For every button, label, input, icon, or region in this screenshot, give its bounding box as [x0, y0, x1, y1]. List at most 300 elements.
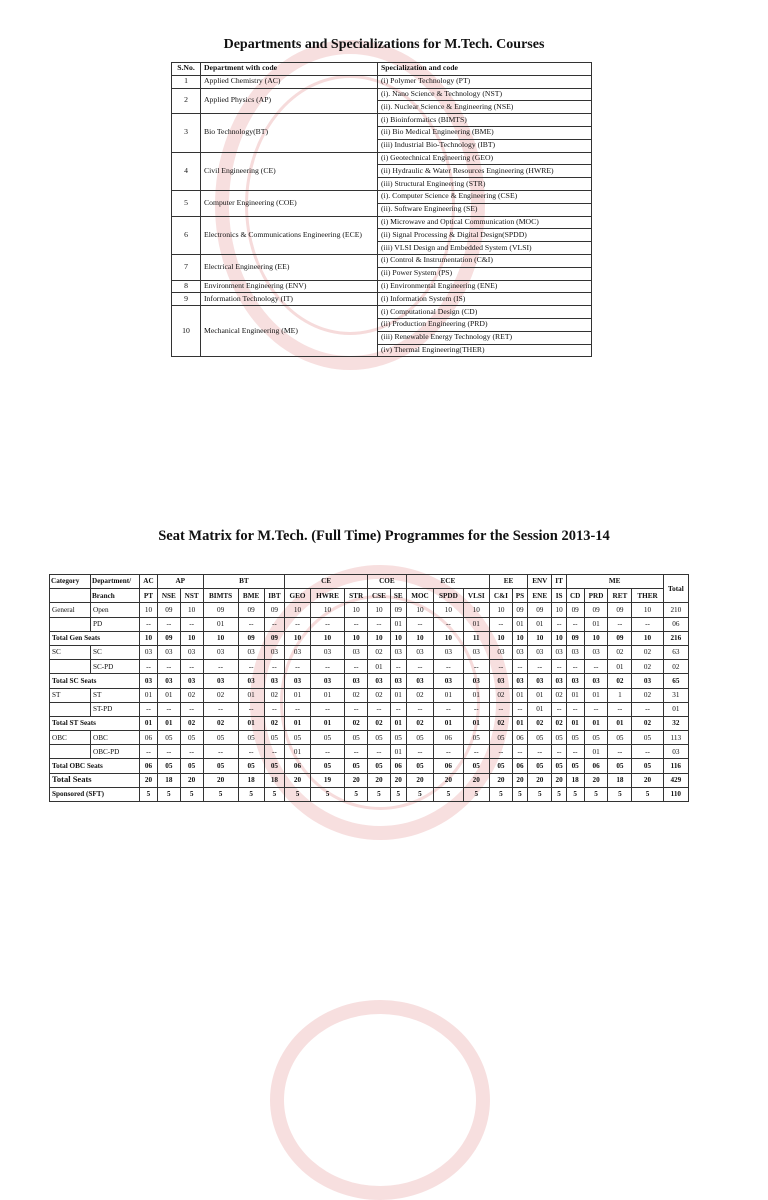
department-row — [172, 190, 592, 203]
department-sno: 3 — [172, 114, 201, 152]
header-dept-group: ENV — [528, 575, 552, 589]
specialization-cell: (iv) Thermal Engineering(THER) — [378, 344, 592, 357]
seat-cell: 10 — [310, 603, 345, 617]
seat-cell: 02 — [406, 688, 434, 702]
seat-cell: -- — [528, 745, 552, 759]
row-branch: ST-PD — [91, 702, 140, 716]
seat-cell: -- — [632, 617, 663, 631]
seat-header-row-branches — [50, 589, 689, 603]
department-name: Bio Technology(BT) — [201, 114, 378, 152]
seat-cell: 10 — [490, 603, 513, 617]
seat-cell: 10 — [345, 603, 368, 617]
header-category: Category — [50, 575, 91, 589]
seat-cell: 5 — [157, 787, 180, 801]
seat-cell: 03 — [584, 645, 608, 659]
seat-cell: 03 — [406, 674, 434, 688]
seat-cell: 1 — [608, 688, 632, 702]
seat-cell: -- — [406, 660, 434, 674]
seat-cell: 06 — [512, 731, 527, 745]
seat-cell: -- — [238, 660, 264, 674]
seat-cell: 06 — [434, 731, 463, 745]
header-branch-code: CD — [566, 589, 584, 603]
department-sno: 4 — [172, 152, 201, 190]
row-total: 06 — [663, 617, 688, 631]
seat-cell: -- — [180, 617, 203, 631]
seat-cell: 01 — [310, 716, 345, 730]
seat-cell: -- — [406, 702, 434, 716]
seat-cell: -- — [566, 745, 584, 759]
seat-cell: 5 — [406, 787, 434, 801]
department-sno: 9 — [172, 293, 201, 306]
seat-cell: -- — [157, 660, 180, 674]
seat-row — [50, 660, 689, 674]
header-branch-code: MOC — [406, 589, 434, 603]
seat-cell: 01 — [463, 617, 490, 631]
seat-cell: 02 — [368, 688, 391, 702]
header-dept-group: ECE — [406, 575, 489, 589]
header-dept-group: BT — [203, 575, 285, 589]
seat-cell: 06 — [285, 759, 310, 773]
seat-cell: -- — [608, 617, 632, 631]
seat-cell: -- — [584, 702, 608, 716]
seat-cell: 09 — [264, 631, 285, 645]
seat-cell: 05 — [180, 759, 203, 773]
seat-cell: 05 — [608, 759, 632, 773]
seat-cell: 10 — [632, 603, 663, 617]
seat-cell: -- — [406, 617, 434, 631]
seat-cell: 05 — [345, 731, 368, 745]
seat-cell: 09 — [157, 603, 180, 617]
row-total: 110 — [663, 787, 688, 801]
seat-cell: 5 — [368, 787, 391, 801]
seat-cell: -- — [608, 745, 632, 759]
seat-cell: 01 — [608, 716, 632, 730]
header-branch-code: HWRE — [310, 589, 345, 603]
department-row — [172, 254, 592, 267]
seat-cell: 20 — [552, 773, 566, 787]
specialization-cell: (ii). Nuclear Science & Engineering (NSE) — [378, 101, 592, 114]
department-name: Environment Engineering (ENV) — [201, 280, 378, 293]
seat-cell: 02 — [264, 688, 285, 702]
seat-cell: 10 — [345, 631, 368, 645]
seat-cell: 20 — [490, 773, 513, 787]
seat-cell: 02 — [490, 688, 513, 702]
seat-cell: 20 — [632, 773, 663, 787]
seat-cell: 03 — [566, 674, 584, 688]
seat-cell: 03 — [584, 674, 608, 688]
department-row — [172, 293, 592, 306]
seat-cell: -- — [463, 660, 490, 674]
seat-cell: 01 — [285, 688, 310, 702]
seat-cell: 01 — [390, 617, 406, 631]
seat-cell: 05 — [368, 731, 391, 745]
seat-cell: -- — [552, 702, 566, 716]
seat-cell: 03 — [345, 674, 368, 688]
seat-cell: 20 — [528, 773, 552, 787]
seat-matrix-title: Seat Matrix for M.Tech. (Full Time) Programmes for the Session 2013-14 — [158, 528, 610, 544]
seat-cell: 5 — [180, 787, 203, 801]
row-branch: SC — [91, 645, 140, 659]
seat-cell: 09 — [238, 603, 264, 617]
row-branch: OBC-PD — [91, 745, 140, 759]
row-branch: PD — [91, 617, 140, 631]
seat-cell: 5 — [264, 787, 285, 801]
seat-cell: 01 — [512, 617, 527, 631]
department-name: Computer Engineering (COE) — [201, 190, 378, 216]
seat-cell: 10 — [490, 631, 513, 645]
seat-cell: 10 — [406, 631, 434, 645]
seat-cell: -- — [566, 617, 584, 631]
seat-total-row — [50, 787, 689, 801]
seat-cell: -- — [285, 660, 310, 674]
department-sno: 1 — [172, 75, 201, 88]
university-seal-watermark-bottom — [270, 1000, 490, 1200]
specialization-cell: (iii) Industrial Bio-Technology (IBT) — [378, 139, 592, 152]
seat-cell: -- — [512, 660, 527, 674]
seat-cell: 01 — [434, 688, 463, 702]
seat-cell: 19 — [310, 773, 345, 787]
seat-cell: 09 — [390, 603, 406, 617]
seat-cell: 05 — [310, 759, 345, 773]
seat-cell: -- — [390, 660, 406, 674]
seat-cell: 05 — [238, 759, 264, 773]
seat-cell: 18 — [157, 773, 180, 787]
seat-cell: 06 — [140, 731, 158, 745]
seat-cell: -- — [140, 745, 158, 759]
seat-cell: -- — [552, 660, 566, 674]
seat-cell: 09 — [264, 603, 285, 617]
seat-cell: 03 — [552, 674, 566, 688]
seat-cell: 10 — [368, 603, 391, 617]
seat-cell: 09 — [608, 603, 632, 617]
department-row — [172, 88, 592, 101]
seat-cell: 05 — [566, 731, 584, 745]
header-branch-code: BIMTS — [203, 589, 238, 603]
seat-cell: -- — [434, 745, 463, 759]
header-sno: S.No. — [172, 63, 201, 76]
specialization-cell: (i). Computer Science & Engineering (CSE) — [378, 190, 592, 203]
seat-cell: 02 — [608, 674, 632, 688]
seat-cell: 10 — [552, 603, 566, 617]
header-department: Department with code — [201, 63, 378, 76]
row-total: 113 — [663, 731, 688, 745]
departments-title: Departments and Specializations for M.Tech. Courses — [223, 37, 545, 52]
seat-cell: 02 — [608, 645, 632, 659]
seat-cell: 06 — [584, 759, 608, 773]
seat-cell: 02 — [632, 660, 663, 674]
seat-cell: 10 — [180, 603, 203, 617]
seat-cell: 20 — [463, 773, 490, 787]
seat-cell: 01 — [463, 716, 490, 730]
seat-cell: 20 — [285, 773, 310, 787]
seat-cell: 01 — [238, 716, 264, 730]
seat-cell: 11 — [463, 631, 490, 645]
seat-cell: 05 — [264, 731, 285, 745]
seat-cell: 02 — [552, 688, 566, 702]
seat-cell: 01 — [368, 660, 391, 674]
seat-cell: 5 — [608, 787, 632, 801]
specialization-cell: (i) Bioinformatics (BIMTS) — [378, 114, 592, 127]
specialization-cell: (i) Polymer Technology (PT) — [378, 75, 592, 88]
header-total: Total — [663, 575, 688, 603]
seat-cell: -- — [345, 745, 368, 759]
header-branch-code: SPDD — [434, 589, 463, 603]
seat-cell: 05 — [203, 731, 238, 745]
specialization-cell: (i) Control & Instrumentation (C&I) — [378, 254, 592, 267]
seat-cell: 5 — [490, 787, 513, 801]
seat-cell: 01 — [584, 716, 608, 730]
seat-cell: 10 — [390, 631, 406, 645]
seat-cell: 03 — [490, 674, 513, 688]
seat-cell: -- — [203, 702, 238, 716]
header-dept-group: AC — [140, 575, 158, 589]
seat-cell: 20 — [180, 773, 203, 787]
specialization-cell: (i) Environmental Engineering (ENE) — [378, 280, 592, 293]
seat-cell: 03 — [180, 645, 203, 659]
seat-cell: 03 — [285, 645, 310, 659]
seat-cell: -- — [584, 660, 608, 674]
seat-cell: 20 — [390, 773, 406, 787]
seat-cell: 03 — [368, 674, 391, 688]
seat-cell: 03 — [310, 674, 345, 688]
specialization-cell: (i) Geotechnical Engineering (GEO) — [378, 152, 592, 165]
seat-cell: -- — [180, 660, 203, 674]
row-category — [50, 660, 91, 674]
seat-cell: 09 — [566, 603, 584, 617]
seat-cell: 10 — [584, 631, 608, 645]
specialization-cell: (i) Information System (IS) — [378, 293, 592, 306]
seat-cell: 02 — [368, 645, 391, 659]
seat-cell: 03 — [463, 645, 490, 659]
seat-cell: 09 — [528, 603, 552, 617]
seat-cell: -- — [285, 617, 310, 631]
seat-cell: 03 — [140, 674, 158, 688]
seat-cell: 5 — [512, 787, 527, 801]
seat-cell: 01 — [512, 716, 527, 730]
seat-cell: -- — [345, 702, 368, 716]
seat-cell: 05 — [368, 759, 391, 773]
department-row — [172, 152, 592, 165]
seat-cell: -- — [238, 745, 264, 759]
seat-cell: 03 — [203, 645, 238, 659]
seat-cell: 03 — [180, 674, 203, 688]
header-dept-group: CE — [285, 575, 368, 589]
seat-cell: 05 — [632, 731, 663, 745]
seat-cell: 05 — [552, 731, 566, 745]
seat-cell: 06 — [512, 759, 527, 773]
header-branch-code: PS — [512, 589, 527, 603]
seat-cell: 02 — [632, 716, 663, 730]
seat-cell: -- — [632, 702, 663, 716]
seat-cell: 03 — [528, 645, 552, 659]
row-branch: Open — [91, 603, 140, 617]
seat-cell: 01 — [434, 716, 463, 730]
header-specialization: Specialization and code — [378, 63, 592, 76]
header-branch-code: STR — [345, 589, 368, 603]
seat-matrix-body — [50, 603, 689, 802]
seat-cell: 01 — [140, 716, 158, 730]
seat-cell: 03 — [285, 674, 310, 688]
seat-cell: 03 — [157, 645, 180, 659]
row-label: Total OBC Seats — [50, 759, 140, 773]
seat-cell: -- — [345, 617, 368, 631]
seat-cell: -- — [528, 660, 552, 674]
header-dept-group: IT — [552, 575, 566, 589]
row-total: 32 — [663, 716, 688, 730]
seat-cell: 03 — [434, 645, 463, 659]
seat-cell: 01 — [566, 688, 584, 702]
header-branch-code: ENE — [528, 589, 552, 603]
seat-cell: 01 — [157, 688, 180, 702]
seat-cell: 03 — [310, 645, 345, 659]
seat-cell: 03 — [632, 674, 663, 688]
department-name: Information Technology (IT) — [201, 293, 378, 306]
seat-cell: -- — [463, 745, 490, 759]
seat-cell: 02 — [345, 688, 368, 702]
seat-cell: 06 — [140, 759, 158, 773]
row-total: 216 — [663, 631, 688, 645]
header-branch-code: GEO — [285, 589, 310, 603]
seat-row — [50, 645, 689, 659]
header-branch-code: RET — [608, 589, 632, 603]
departments-header-row — [172, 63, 592, 76]
seat-cell: 20 — [584, 773, 608, 787]
seat-cell: -- — [157, 745, 180, 759]
seat-cell: 01 — [390, 688, 406, 702]
row-label: Total SC Seats — [50, 674, 140, 688]
seat-cell: 02 — [368, 716, 391, 730]
seat-cell: 10 — [528, 631, 552, 645]
seat-cell: -- — [140, 702, 158, 716]
seat-cell: 03 — [463, 674, 490, 688]
header-branch-code: NSE — [157, 589, 180, 603]
seat-cell: -- — [238, 702, 264, 716]
seat-cell: 09 — [238, 631, 264, 645]
seat-cell: -- — [632, 745, 663, 759]
department-row — [172, 114, 592, 127]
seat-cell: 09 — [566, 631, 584, 645]
seat-cell: 05 — [463, 731, 490, 745]
header-dept-group: COE — [368, 575, 407, 589]
seat-cell: 10 — [463, 603, 490, 617]
seat-cell: 05 — [406, 759, 434, 773]
seat-cell: 10 — [310, 631, 345, 645]
seat-cell: 05 — [552, 759, 566, 773]
seat-cell: -- — [434, 660, 463, 674]
seat-cell: 5 — [310, 787, 345, 801]
seat-cell: 01 — [285, 716, 310, 730]
seat-cell: 06 — [434, 759, 463, 773]
header-dept-group: ME — [566, 575, 663, 589]
seat-cell: 01 — [140, 688, 158, 702]
seat-cell: -- — [203, 660, 238, 674]
seat-cell: 09 — [608, 631, 632, 645]
row-total: 01 — [663, 702, 688, 716]
header-dept-group: AP — [157, 575, 203, 589]
seat-cell: 10 — [180, 631, 203, 645]
seat-cell: 01 — [584, 617, 608, 631]
seat-cell: 02 — [180, 688, 203, 702]
department-name: Electrical Engineering (EE) — [201, 254, 378, 280]
seat-cell: -- — [157, 617, 180, 631]
seat-cell: 02 — [552, 716, 566, 730]
seat-cell: 05 — [285, 731, 310, 745]
department-row — [172, 216, 592, 229]
row-branch: SC-PD — [91, 660, 140, 674]
seat-cell: 05 — [528, 731, 552, 745]
seat-cell: 20 — [512, 773, 527, 787]
seat-cell: 03 — [490, 645, 513, 659]
seat-cell: 01 — [512, 688, 527, 702]
seat-cell: 01 — [566, 716, 584, 730]
seat-cell: 10 — [203, 631, 238, 645]
seat-cell: 01 — [157, 716, 180, 730]
specialization-cell: (ii) Bio Medical Engineering (BME) — [378, 126, 592, 139]
row-total: 03 — [663, 745, 688, 759]
seat-cell: 5 — [528, 787, 552, 801]
seat-cell: -- — [368, 702, 391, 716]
header-branch-code: NST — [180, 589, 203, 603]
department-name: Civil Engineering (CE) — [201, 152, 378, 190]
specialization-cell: (iii) VLSI Design and Embedded System (VLSI) — [378, 242, 592, 255]
seat-cell: -- — [310, 745, 345, 759]
seat-cell: -- — [310, 617, 345, 631]
seat-cell: 03 — [390, 674, 406, 688]
seat-cell: 02 — [632, 688, 663, 702]
seat-cell: 09 — [584, 603, 608, 617]
seat-cell: 01 — [238, 688, 264, 702]
row-category: SC — [50, 645, 91, 659]
seat-cell: 01 — [310, 688, 345, 702]
seat-cell: -- — [490, 660, 513, 674]
header-category-blank — [50, 589, 91, 603]
specialization-cell: (i) Computational Design (CD) — [378, 306, 592, 319]
seat-cell: 05 — [238, 731, 264, 745]
header-branch-code: IBT — [264, 589, 285, 603]
department-name: Mechanical Engineering (ME) — [201, 306, 378, 357]
seat-total-row — [50, 759, 689, 773]
seat-cell: 10 — [140, 603, 158, 617]
seat-cell: -- — [490, 617, 513, 631]
seat-cell: 5 — [140, 787, 158, 801]
seat-cell: -- — [264, 617, 285, 631]
seat-row — [50, 731, 689, 745]
seat-cell: 10 — [632, 631, 663, 645]
seat-cell: -- — [264, 745, 285, 759]
seat-cell: 09 — [157, 631, 180, 645]
row-category: ST — [50, 688, 91, 702]
row-label: Total Seats — [50, 773, 140, 787]
row-branch: ST — [91, 688, 140, 702]
seat-cell: 03 — [264, 674, 285, 688]
seat-cell: -- — [434, 617, 463, 631]
seat-row — [50, 603, 689, 617]
seat-cell: 03 — [264, 645, 285, 659]
seat-cell: 20 — [368, 773, 391, 787]
seat-cell: -- — [566, 660, 584, 674]
seat-cell: -- — [552, 617, 566, 631]
seat-cell: 5 — [632, 787, 663, 801]
seat-cell: 05 — [310, 731, 345, 745]
row-total: 63 — [663, 645, 688, 659]
seat-cell: 5 — [238, 787, 264, 801]
seat-cell: 18 — [238, 773, 264, 787]
departments-table — [171, 62, 592, 357]
header-dept-group: EE — [490, 575, 528, 589]
seat-cell: 5 — [285, 787, 310, 801]
department-sno: 8 — [172, 280, 201, 293]
specialization-cell: (ii). Software Engineering (SE) — [378, 203, 592, 216]
